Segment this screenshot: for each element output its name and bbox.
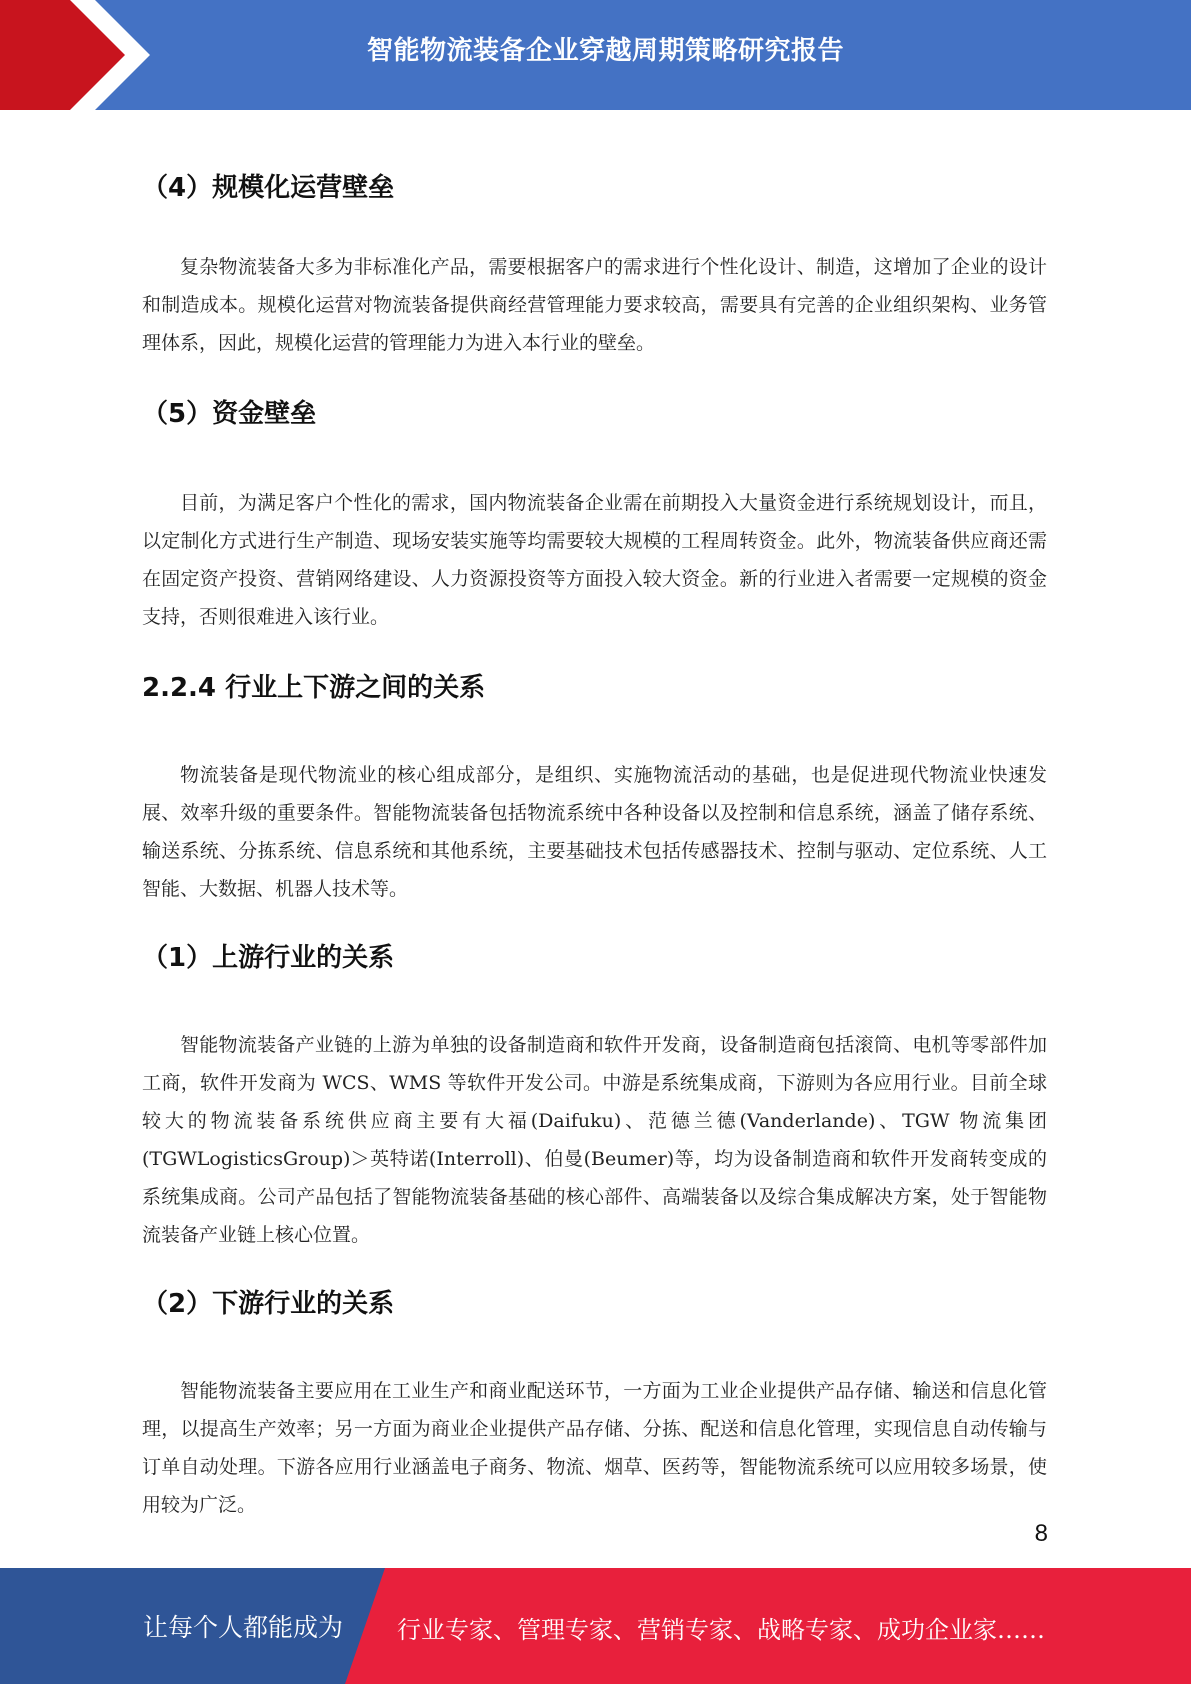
page-header	[0, 0, 1191, 110]
paragraph-industry-relation: 物流装备是现代物流业的核心组成部分，是组织、实施物流活动的基础，也是促进现代物流业快速发展、效率升级的重要条件。智能物流装备包括物流系统中各种设备以及控制和信息系统，涵盖了储存系统、输送系统、分拣系统、信息系统和其他系统，主要基础技术包括传感器技术、控制与驱动、定位系统、人工智能、大数据、机器人技术等。	[142, 764, 1047, 900]
paragraph-downstream: 智能物流装备主要应用在工业生产和商业配送环节，一方面为工业企业提供产品存储、输送和信息化管理，以提高生产效率；另一方面为商业企业提供产品存储、分拣、配送和信息化管理，实现信息自动传输与订单自动处理。下游各应用行业涵盖电子商务、物流、烟草、医药等，智能物流系统可以应用较多场景，使用较为广泛。	[142, 1380, 1047, 1516]
section-heading-scale-barrier: （4）规模化运营壁垒	[142, 173, 395, 203]
paragraph-upstream: 智能物流装备产业链的上游为单独的设备制造商和软件开发商，设备制造商包括滚筒、电机等零部件加工商，软件开发商为 WCS、WMS 等软件开发公司。中游是系统集成商，下游则为各应用行业。目前全球较大的物流装备系统供应商主要有大福(Daifuku)、范德兰德(Vanderlande)、TGW 物流集团(TGWLogisticsGroup)＞英特诺(Interroll)、伯曼(Beumer)等，均为设备制造商和软件开发商转变成的系统集成商。公司产品包括了智能物流装备基础的核心部件、高端装备以及综合集成解决方案，处于智能物流装备产业链上核心位置。	[142, 1034, 1047, 1246]
section-heading-upstream: （1）上游行业的关系	[142, 943, 395, 973]
report-title: 智能物流装备企业穿越周期策略研究报告	[366, 36, 844, 66]
page-content	[142, 160, 1047, 1524]
paragraph-scale-barrier: 复杂物流装备大多为非标准化产品，需要根据客户的需求进行个性化设计、制造，这增加了企业的设计和制造成本。规模化运营对物流装备提供商经营管理能力要求较高，需要具有完善的企业组织架构、业务管理体系，因此，规模化运营的管理能力为进入本行业的壁垒。	[142, 256, 1047, 354]
page-number: 8	[1034, 1520, 1048, 1547]
footer-slogan-right: 行业专家、管理专家、营销专家、战略专家、成功企业家……	[397, 1616, 1045, 1644]
footer-slogan-left: 让每个人都能成为	[143, 1613, 344, 1642]
section-heading-downstream: （2）下游行业的关系	[142, 1289, 395, 1319]
page-footer	[0, 1568, 1191, 1684]
section-heading-capital-barrier: （5）资金壁垒	[142, 399, 317, 429]
section-heading-industry-relation: 2.2.4 行业上下游之间的关系	[142, 673, 486, 703]
paragraph-capital-barrier: 目前，为满足客户个性化的需求，国内物流装备企业需在前期投入大量资金进行系统规划设计，而且，以定制化方式进行生产制造、现场安装实施等均需要较大规模的工程周转资金。此外，物流装备供应商还需在固定资产投资、营销网络建设、人力资源投资等方面投入较大资金。新的行业进入者需要一定规模的资金支持，否则很难进入该行业。	[142, 492, 1047, 628]
